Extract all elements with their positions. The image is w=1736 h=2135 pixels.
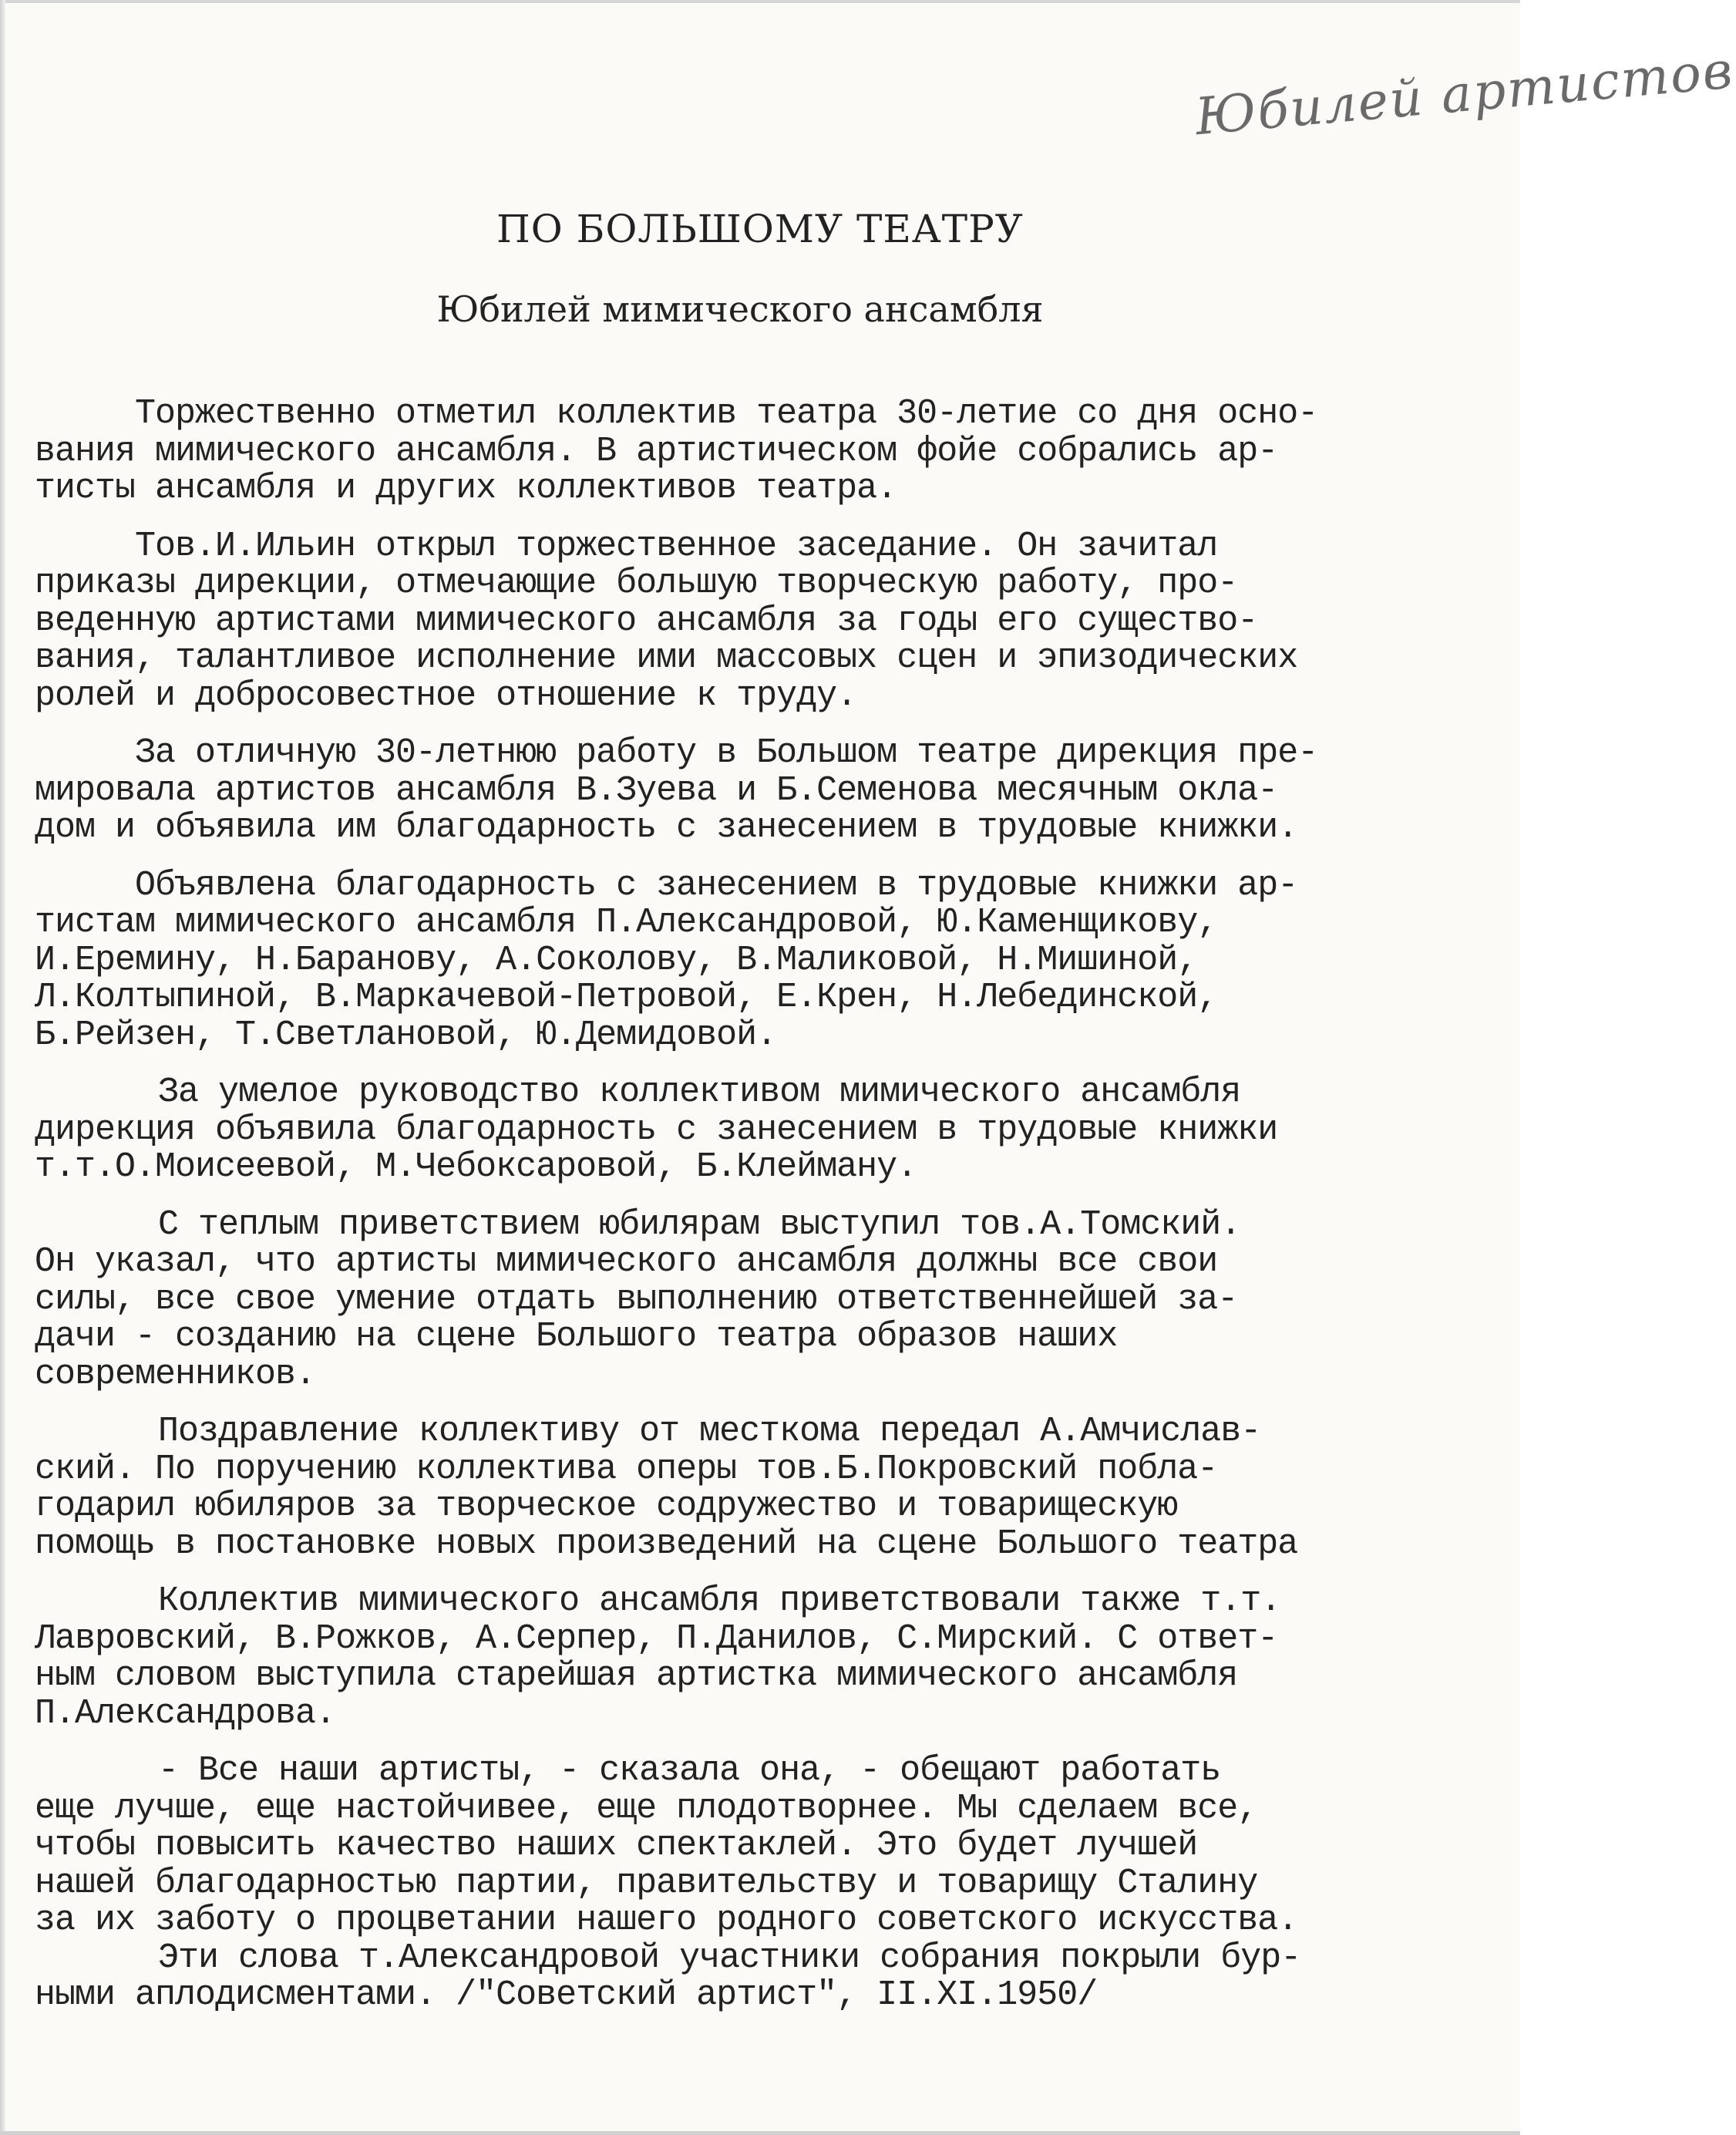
paragraph-5: За умелое руководство коллективом мимического ансамбля дирекция объявила благодарность с занесением в трудовые книжки т.т.О.Моисеевой, М.Чебоксаровой, Б.Клейману. — [35, 1073, 1278, 1187]
paragraph-3: За отличную 30-летнюю работу в Большом театре дирекция пре- мировала артистов ансамбля В.Зуева и Б.Семенова месячным окла- дом и объявила им благодарность с занесением в трудовые книжки. — [35, 733, 1318, 847]
paragraph-6: С теплым приветствием юбилярам выступил тов.А.Томский. Он указал, что артисты мимического ансамбля должны все свои силы, все свое умение отдать выполнению ответственнейшей за- дачи - созданию на сцене Большого театра образов наших современников. — [35, 1204, 1241, 1394]
paragraph-9: - Все наши артисты, - сказала она, - обещают работать еще лучше, еще настойчивее, еще плодотворнее. Мы сделаем все, чтобы повысить качество наших спектаклей. Это будет лучшей нашей благодарностью партии, правительству и товарищу Сталину за их заботу о процветании нашего родного советского искусства. — [35, 1751, 1298, 1940]
paragraph-8: Коллектив мимического ансамбля приветствовали также т.т. Лавровский, В.Рожков, А.Серпер, П.Данилов, С.Мирский. С ответ- ным словом выступила старейшая артистка мимического ансамбля П.Александрова. — [35, 1581, 1281, 1733]
page-top-edge — [0, 0, 1520, 3]
paragraph-2: Тов.И.Ильин открыл торжественное заседание. Он зачитал приказы дирекции, отмечающие большую творческую работу, про- веденную артистами мимического ансамбля за годы его существо- вания, талантливое исполнение ими массовых сцен и эпизодических ролей и добросовестное отношение к труду. — [35, 526, 1298, 716]
article-body — [35, 396, 1519, 2035]
paragraph-1: Торжественно отметил коллектив театра 30-летие со дня осно- вания мимического ансамбля. В артистическом фойе собрались ар- тисты ансамбля и других коллективов театра. — [35, 394, 1318, 508]
paragraph-4: Объявлена благодарность с занесением в трудовые книжки ар- тистам мимического ансамбля П.Александровой, Ю.Каменщикову, И.Еремину, Н.Баранову, А.Соколову, В.Маликовой, Н.Мишиной, Л.Колтыпиной, В.Маркачевой-Петровой, Е.Крен, Н.Лебединской, Б.Рейзен, Т.Светлановой, Ю.Демидовой. — [35, 865, 1298, 1055]
page-bottom-edge — [0, 2131, 1520, 2135]
paragraph-10: Эти слова т.Александровой участники собрания покрыли бур- ными аплодисментами. /"Советский артист", II.XI.1950/ — [35, 1938, 1301, 2015]
document-subtitle: Юбилей мимического ансамбля — [436, 288, 1044, 330]
document-title: ПО БОЛЬШОМУ ТЕАТРУ — [496, 207, 1024, 251]
paragraph-7: Поздравление коллективу от месткома передал А.Амчислав- ский. По поручению коллектива оперы тов.Б.Покровский побла- годарил юбиляров за творческое содружество и товарищескую помощь в постановке новых произведений на сцене Большого театра — [35, 1412, 1298, 1564]
handwritten-annotation: Юбилей артистов — [1193, 40, 1736, 147]
